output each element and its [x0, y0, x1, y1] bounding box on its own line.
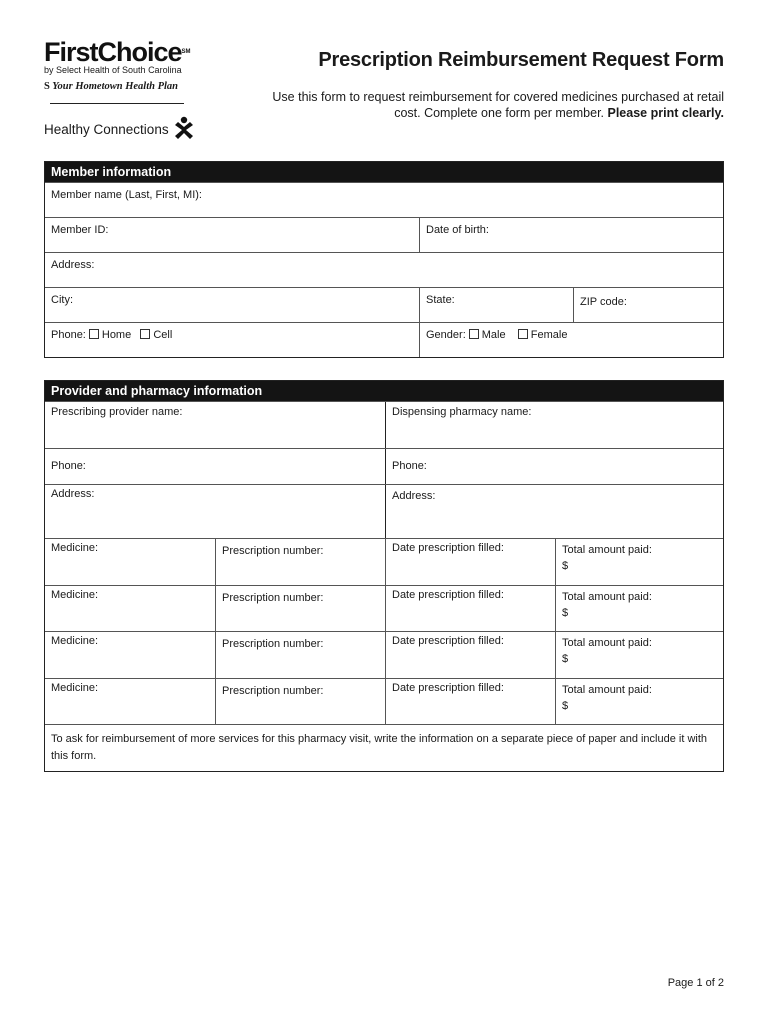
date-filled-field[interactable]	[385, 679, 555, 724]
medicine-field[interactable]	[45, 679, 215, 724]
phone-type-field	[45, 323, 419, 357]
female-checkbox[interactable]	[518, 329, 528, 339]
medicine-label: Medicine:	[51, 542, 99, 554]
rx-number-label: Prescription number:	[222, 685, 324, 697]
member-id-label: Member ID:	[51, 224, 109, 236]
provider-pharmacy-section	[44, 380, 724, 772]
city-label: City:	[51, 294, 73, 306]
pharmacy-label: Dispensing pharmacy name:	[392, 406, 532, 418]
healthy-connections-logo	[44, 116, 195, 142]
medicine-row	[45, 585, 723, 631]
dob-label: Date of birth:	[426, 224, 489, 236]
dollar-sign: $	[562, 653, 569, 665]
brand-service-mark: SM	[181, 49, 191, 55]
male-label: Male	[481, 329, 506, 341]
provider-section-heading: Provider and pharmacy information	[45, 381, 723, 401]
home-label: Home	[101, 329, 132, 341]
date-filled-label: Date prescription filled:	[392, 635, 504, 647]
provider-phone-field[interactable]	[45, 449, 385, 484]
zip-code-field[interactable]	[573, 288, 723, 322]
medicine-field[interactable]	[45, 632, 215, 678]
member-name-field[interactable]	[45, 183, 723, 217]
intro-emphasis: Please print clearly.	[607, 106, 724, 120]
prescription-number-field[interactable]	[215, 539, 385, 585]
state-label: State:	[426, 294, 455, 306]
provider-address-label: Address:	[51, 488, 95, 500]
form-title: Prescription Reimbursement Request Form	[318, 49, 724, 71]
phone-label: Phone:	[51, 329, 86, 341]
medicine-row	[45, 678, 723, 724]
intro-text: Use this form to request reimbursement for covered medicines purchased at retail cost. Complete one form per member.	[272, 90, 724, 120]
member-address-field[interactable]	[45, 253, 723, 287]
dollar-sign: $	[562, 700, 569, 712]
male-checkbox[interactable]	[469, 329, 479, 339]
dispensing-pharmacy-field[interactable]	[385, 402, 723, 448]
additional-services-note: To ask for reimbursement of more services for this pharmacy visit, write the information on a separate piece of paper and include it with this form.	[51, 733, 708, 762]
member-name-label: Member name (Last, First, MI):	[51, 189, 202, 201]
rx-number-label: Prescription number:	[222, 592, 324, 604]
total-paid-label: Total amount paid:	[562, 544, 652, 556]
healthy-connections-text: Healthy Connections	[44, 121, 169, 137]
date-of-birth-field[interactable]	[419, 218, 723, 252]
pharmacy-address-label: Address:	[392, 490, 436, 502]
medicine-label: Medicine:	[51, 682, 99, 694]
page-number: Page 1 of 2	[667, 977, 724, 989]
gender-label: Gender:	[426, 329, 466, 341]
prescription-number-field[interactable]	[215, 586, 385, 631]
s-logo-icon: S	[44, 81, 50, 92]
provider-address-field[interactable]	[45, 485, 385, 538]
date-filled-field[interactable]	[385, 632, 555, 678]
logo-divider	[50, 103, 184, 104]
firstchoice-logo	[44, 38, 194, 92]
total-paid-label: Total amount paid:	[562, 637, 652, 649]
total-paid-label: Total amount paid:	[562, 684, 652, 696]
medicine-row	[45, 631, 723, 678]
tagline	[44, 81, 194, 92]
medicine-label: Medicine:	[51, 635, 99, 647]
provider-phone-label: Phone:	[51, 460, 86, 472]
gender-field	[419, 323, 723, 357]
total-paid-field[interactable]	[555, 632, 723, 678]
date-filled-label: Date prescription filled:	[392, 589, 504, 601]
zip-label: ZIP code:	[580, 296, 627, 308]
prescription-number-field[interactable]	[215, 679, 385, 724]
total-paid-field[interactable]	[555, 586, 723, 631]
total-paid-field[interactable]	[555, 539, 723, 585]
medicine-row	[45, 538, 723, 585]
pharmacy-phone-field[interactable]	[385, 449, 723, 484]
cell-checkbox[interactable]	[140, 329, 150, 339]
cell-label: Cell	[153, 329, 173, 341]
dollar-sign: $	[562, 560, 569, 572]
state-field[interactable]	[419, 288, 573, 322]
brand-subtitle: by Select Health of South Carolina	[44, 65, 182, 75]
pharmacy-address-field[interactable]	[385, 485, 723, 538]
prescriber-label: Prescribing provider name:	[51, 406, 183, 418]
date-filled-field[interactable]	[385, 586, 555, 631]
member-information-section	[44, 161, 724, 358]
rx-number-label: Prescription number:	[222, 638, 324, 650]
home-checkbox[interactable]	[89, 329, 99, 339]
rx-number-label: Prescription number:	[222, 545, 324, 557]
city-field[interactable]	[45, 288, 419, 322]
tagline-text: Your Hometown Health Plan	[52, 81, 179, 92]
address-label: Address:	[51, 259, 95, 271]
medicine-field[interactable]	[45, 539, 215, 585]
date-filled-label: Date prescription filled:	[392, 542, 504, 554]
prescribing-provider-field[interactable]	[45, 402, 385, 448]
date-filled-field[interactable]	[385, 539, 555, 585]
date-filled-label: Date prescription filled:	[392, 682, 504, 694]
form-intro	[254, 89, 724, 121]
healthy-connections-icon	[173, 116, 195, 142]
medicine-field[interactable]	[45, 586, 215, 631]
dollar-sign: $	[562, 607, 569, 619]
brand-name: FirstChoice	[44, 37, 182, 67]
member-id-field[interactable]	[45, 218, 419, 252]
total-paid-label: Total amount paid:	[562, 591, 652, 603]
medicine-label: Medicine:	[51, 589, 99, 601]
female-label: Female	[530, 329, 568, 341]
member-section-heading: Member information	[45, 162, 723, 182]
total-paid-field[interactable]	[555, 679, 723, 724]
pharmacy-phone-label: Phone:	[392, 460, 427, 472]
prescription-number-field[interactable]	[215, 632, 385, 678]
